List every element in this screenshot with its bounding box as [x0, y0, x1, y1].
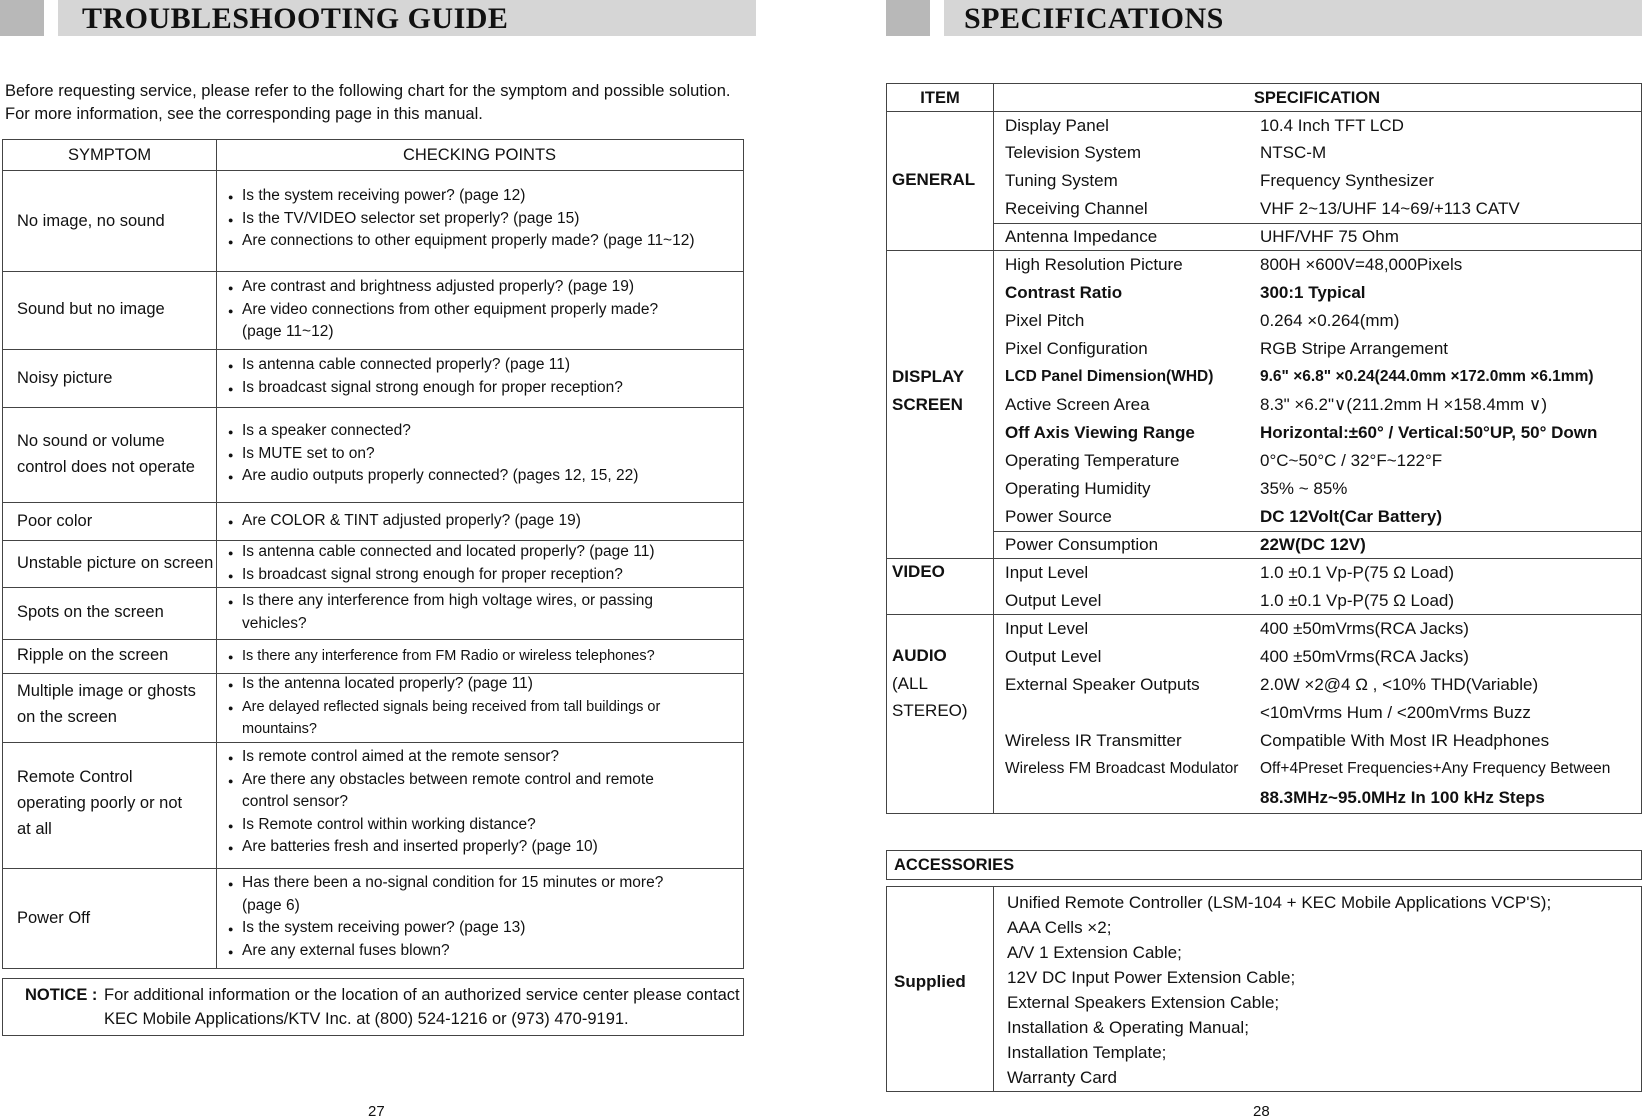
- spec-value: Off+4Preset Frequencies+Any Frequency Between: [1260, 760, 1611, 777]
- checks-cell: [228, 645, 740, 668]
- check-item: ● Are batteries fresh and inserted properly? (page 10): [228, 836, 740, 859]
- spec-value: NTSC-M: [1260, 143, 1327, 162]
- symptom-line: Remote Control: [17, 768, 133, 786]
- spec-name: Output Level: [1005, 647, 1102, 666]
- row-divider: [3, 407, 743, 408]
- spec-row: [1005, 755, 1641, 783]
- spec-name: Pixel Configuration: [1005, 339, 1148, 358]
- check-item: ● Is the system receiving power? (page 12): [228, 185, 740, 208]
- spec-value: 8.3" ×6.2"∨(211.2mm H ×158.4mm ∨): [1260, 395, 1548, 414]
- spec-value: RGB Stripe Arrangement: [1260, 339, 1449, 358]
- row-divider: [3, 868, 743, 869]
- spec-name: Input Level: [1005, 563, 1089, 582]
- accessory-item: 12V DC Input Power Extension Cable;: [1007, 968, 1296, 987]
- spec-value: Compatible With Most IR Headphones: [1260, 731, 1550, 750]
- spec-value: <10mVrms Hum / <200mVrms Buzz: [1260, 703, 1531, 722]
- symptom-cell: Sound but no image: [17, 300, 165, 318]
- spec-row: [1005, 503, 1641, 531]
- accessories-header: ACCESSORIES: [886, 850, 1642, 880]
- checks-cell: [228, 746, 740, 859]
- group-label-general: [892, 166, 975, 194]
- accessory-item: A/V 1 Extension Cable;: [1007, 943, 1182, 962]
- symptom-line: on the screen: [17, 708, 117, 726]
- spec-name: External Speaker Outputs: [1005, 675, 1200, 694]
- checks-cell: [228, 276, 740, 344]
- spec-row: [1005, 447, 1641, 475]
- spec-row: [1005, 167, 1641, 195]
- spec-row: [1005, 643, 1641, 671]
- spec-name: LCD Panel Dimension(WHD): [1005, 368, 1214, 385]
- spec-value: 22W(DC 12V): [1260, 535, 1366, 554]
- spec-name: Pixel Pitch: [1005, 311, 1085, 330]
- spec-value: VHF 2~13/UHF 14~69/+113 CATV: [1260, 199, 1520, 218]
- spec-value: 1.0 ±0.1 Vp-P(75 Ω Load): [1260, 591, 1455, 610]
- check-item: ● Is antenna cable connected properly? (page 11): [228, 354, 740, 377]
- spec-name: Receiving Channel: [1005, 199, 1148, 218]
- check-item: ● Is there any interference from high voltage wires, or passing vehicles?: [228, 590, 692, 635]
- accessory-item: Installation & Operating Manual;: [1007, 1018, 1249, 1037]
- symptom-cell: [17, 764, 217, 842]
- spec-row: [1005, 251, 1641, 279]
- accessory-item: External Speakers Extension Cable;: [1007, 993, 1280, 1012]
- spec-name: Off Axis Viewing Range: [1005, 423, 1195, 442]
- spec-value: 88.3MHz~95.0MHz In 100 kHz Steps: [1260, 788, 1545, 807]
- group-label-text: (ALL: [892, 673, 928, 693]
- symptom-cell: Unstable picture on screen: [17, 554, 214, 572]
- spec-value: Horizontal:±60° / Vertical:50°UP, 50° Down: [1260, 423, 1598, 442]
- row-divider: [3, 502, 743, 503]
- spec-name: Active Screen Area: [1005, 395, 1150, 414]
- spec-name: Input Level: [1005, 619, 1089, 638]
- spec-value: 2.0W ×2@4 Ω , <10% THD(Variable): [1260, 675, 1539, 694]
- spec-name: Output Level: [1005, 591, 1102, 610]
- spec-row: [1005, 559, 1641, 587]
- symptom-line: Multiple image or ghosts: [17, 682, 196, 700]
- spec-value: 400 ±50mVrms(RCA Jacks): [1260, 619, 1469, 638]
- symptom-header: SYMPTOM: [67, 146, 152, 164]
- spec-row: [1005, 223, 1641, 251]
- spec-row: [1005, 699, 1641, 727]
- spec-name: Operating Humidity: [1005, 479, 1151, 498]
- group-label-text: AUDIO: [892, 646, 947, 665]
- spec-row: [1005, 671, 1641, 699]
- symptom-line: No sound or volume: [17, 432, 165, 450]
- column-divider: [993, 84, 994, 813]
- spec-row: [1005, 419, 1641, 447]
- spec-name: Power Consumption: [1005, 535, 1159, 554]
- group-label-video: [892, 558, 945, 586]
- group-label-text: STEREO): [892, 701, 968, 720]
- intro-line: For more information, see the corresponding page in this manual.: [5, 105, 483, 123]
- notice-line: For additional information or the location of an authorized service center please contact: [104, 986, 740, 1004]
- accessory-item: AAA Cells ×2;: [1007, 918, 1112, 937]
- header-bar-block: [886, 0, 930, 36]
- spec-name: Display Panel: [1005, 116, 1109, 135]
- accessory-item: Installation Template;: [1007, 1043, 1167, 1062]
- check-item: ● Is broadcast signal strong enough for proper reception?: [228, 377, 740, 400]
- accessories-table: [886, 886, 1642, 1092]
- check-item: ● Are contrast and brightness adjusted properly? (page 19): [228, 276, 740, 299]
- spec-name: High Resolution Picture: [1005, 255, 1183, 274]
- spec-value: 35% ~ 85%: [1260, 479, 1348, 498]
- spec-name: Power Source: [1005, 507, 1112, 526]
- row-divider: [3, 271, 743, 272]
- row-divider: [3, 639, 743, 640]
- check-item: ● Are audio outputs properly connected? (pages 12, 15, 22): [228, 465, 740, 488]
- page-number: 28: [1253, 1103, 1270, 1120]
- symptom-cell: Ripple on the screen: [17, 646, 169, 664]
- row-divider: [3, 742, 743, 743]
- spec-row: [1005, 391, 1641, 419]
- check-item: ● Is there any interference from FM Radio or wireless telephones?: [228, 645, 740, 668]
- checks-cell: [228, 510, 740, 533]
- spec-name: Wireless IR Transmitter: [1005, 731, 1182, 750]
- checks-cell: [228, 541, 740, 586]
- item-header: ITEM: [920, 89, 960, 107]
- check-item: ● Are any external fuses blown?: [228, 940, 740, 963]
- spec-value: 0°C~50°C / 32°F~122°F: [1260, 451, 1443, 470]
- symptom-cell: Power Off: [17, 909, 91, 927]
- check-item: ● Has there been a no-signal condition for 15 minutes or more? (page 6): [228, 872, 697, 917]
- spec-value: 0.264 ×0.264(mm): [1260, 311, 1400, 330]
- spec-name: Contrast Ratio: [1005, 283, 1123, 302]
- symptom-line: operating poorly or not: [17, 794, 183, 812]
- check-item: ● Is the system receiving power? (page 13): [228, 917, 740, 940]
- symptom-line: at all: [17, 820, 52, 838]
- specifications-table: [886, 83, 1642, 814]
- spec-name: Tuning System: [1005, 171, 1118, 190]
- checks-cell: [228, 872, 740, 962]
- spec-value: Frequency Synthesizer: [1260, 171, 1434, 190]
- check-item: ● Is a speaker connected?: [228, 420, 740, 443]
- check-item: ● Are video connections from other equipment properly made? (page 11~12): [228, 299, 682, 344]
- spec-row: [1005, 139, 1641, 167]
- row-divider: [3, 349, 743, 350]
- supplied-label: Supplied: [894, 972, 966, 991]
- intro-text: [5, 80, 745, 126]
- symptom-cell: Noisy picture: [17, 369, 113, 387]
- group-label-text: VIDEO: [892, 562, 945, 581]
- spec-value: 9.6" ×6.8" ×0.24(244.0mm ×172.0mm ×6.1mm): [1260, 368, 1594, 385]
- check-item: ● Is the TV/VIDEO selector set properly? (page 15): [228, 208, 740, 231]
- checks-cell: [228, 354, 740, 399]
- check-item: ● Is remote control aimed at the remote sensor?: [228, 746, 740, 769]
- checks-cell: [228, 590, 740, 635]
- symptom-cell: [17, 428, 217, 480]
- spec-row: [1005, 195, 1641, 223]
- accessory-item: Unified Remote Controller (LSM-104 + KEC Mobile Applications VCP'S);: [1007, 893, 1552, 912]
- spec-name: Television System: [1005, 143, 1142, 162]
- spec-value: 800H ×600V=48,000Pixels: [1260, 255, 1463, 274]
- check-item: ● Is Remote control within working distance?: [228, 814, 740, 837]
- group-label-text: SCREEN: [892, 394, 963, 414]
- checks-cell: [228, 420, 740, 488]
- notice-box: [2, 978, 744, 1036]
- page-title-troubleshooting: TROUBLESHOOTING GUIDE: [58, 0, 756, 36]
- page-number: 27: [368, 1103, 385, 1120]
- spec-value: UHF/VHF 75 Ohm: [1260, 227, 1399, 246]
- accessory-item: Warranty Card: [1007, 1068, 1117, 1087]
- symptom-cell: [17, 678, 217, 730]
- symptom-cell: No image, no sound: [17, 212, 165, 230]
- spec-name: Antenna Impedance: [1005, 227, 1158, 246]
- spec-row: [1005, 112, 1641, 140]
- checks-cell: [228, 185, 740, 253]
- spec-value: 300:1 Typical: [1260, 283, 1366, 302]
- spec-row: [1005, 531, 1641, 559]
- spec-value: 400 ±50mVrms(RCA Jacks): [1260, 647, 1469, 666]
- symptom-cell: Poor color: [17, 512, 93, 530]
- spec-row: [1005, 335, 1641, 363]
- spec-name: Wireless FM Broadcast Modulator: [1005, 760, 1239, 777]
- spec-row: [1005, 587, 1641, 615]
- header-bar-block: [0, 0, 44, 36]
- spec-row: [1005, 475, 1641, 503]
- check-item: ● Are connections to other equipment properly made? (page 11~12): [228, 230, 740, 253]
- troubleshooting-table: [2, 139, 744, 969]
- check-item: ● Is MUTE set to on?: [228, 443, 740, 466]
- spec-row: [1005, 784, 1641, 812]
- check-item: ● Are delayed reflected signals being received from tall buildings or mountains?: [228, 696, 692, 741]
- group-label-display: [892, 363, 964, 418]
- spec-row: [1005, 727, 1641, 755]
- row-divider: [3, 170, 743, 171]
- check-item: ● Are there any obstacles between remote control and remote control sensor?: [228, 769, 692, 814]
- column-divider: [993, 887, 994, 1091]
- checks-cell: [228, 673, 740, 741]
- group-label-text: DISPLAY: [892, 367, 965, 386]
- spec-row: [1005, 307, 1641, 335]
- accessories-list: [1007, 890, 1551, 1090]
- spec-row: [1005, 615, 1641, 643]
- spec-name: Operating Temperature: [1005, 451, 1180, 470]
- check-item: ● Is antenna cable connected and located properly? (page 11): [228, 541, 740, 564]
- check-item: ● Is the antenna located properly? (page 11): [228, 673, 740, 696]
- intro-line: Before requesting service, please refer to the following chart for the symptom and possible solution.: [5, 82, 731, 100]
- checking-points-header: CHECKING POINTS: [402, 146, 557, 164]
- group-label-audio: [892, 642, 968, 725]
- spec-row: [1005, 279, 1641, 307]
- specification-header: SPECIFICATION: [1253, 89, 1381, 107]
- group-label-text: GENERAL: [892, 170, 976, 189]
- check-item: ● Is broadcast signal strong enough for proper reception?: [228, 564, 740, 587]
- page-title-specifications: SPECIFICATIONS: [944, 0, 1642, 36]
- check-item: ● Are COLOR & TINT adjusted properly? (page 19): [228, 510, 740, 533]
- symptom-cell: Spots on the screen: [17, 603, 164, 621]
- spec-value: DC 12Volt(Car Battery): [1260, 507, 1443, 526]
- spec-value: 1.0 ±0.1 Vp-P(75 Ω Load): [1260, 563, 1455, 582]
- row-divider: [3, 587, 743, 588]
- notice-label: NOTICE :: [25, 986, 98, 1004]
- spec-value: 10.4 Inch TFT LCD: [1260, 116, 1404, 135]
- notice-line: KEC Mobile Applications/KTV Inc. at (800) 524-1216 or (973) 470-9191.: [104, 1010, 629, 1028]
- spec-row: [1005, 363, 1641, 391]
- symptom-line: control does not operate: [17, 458, 195, 476]
